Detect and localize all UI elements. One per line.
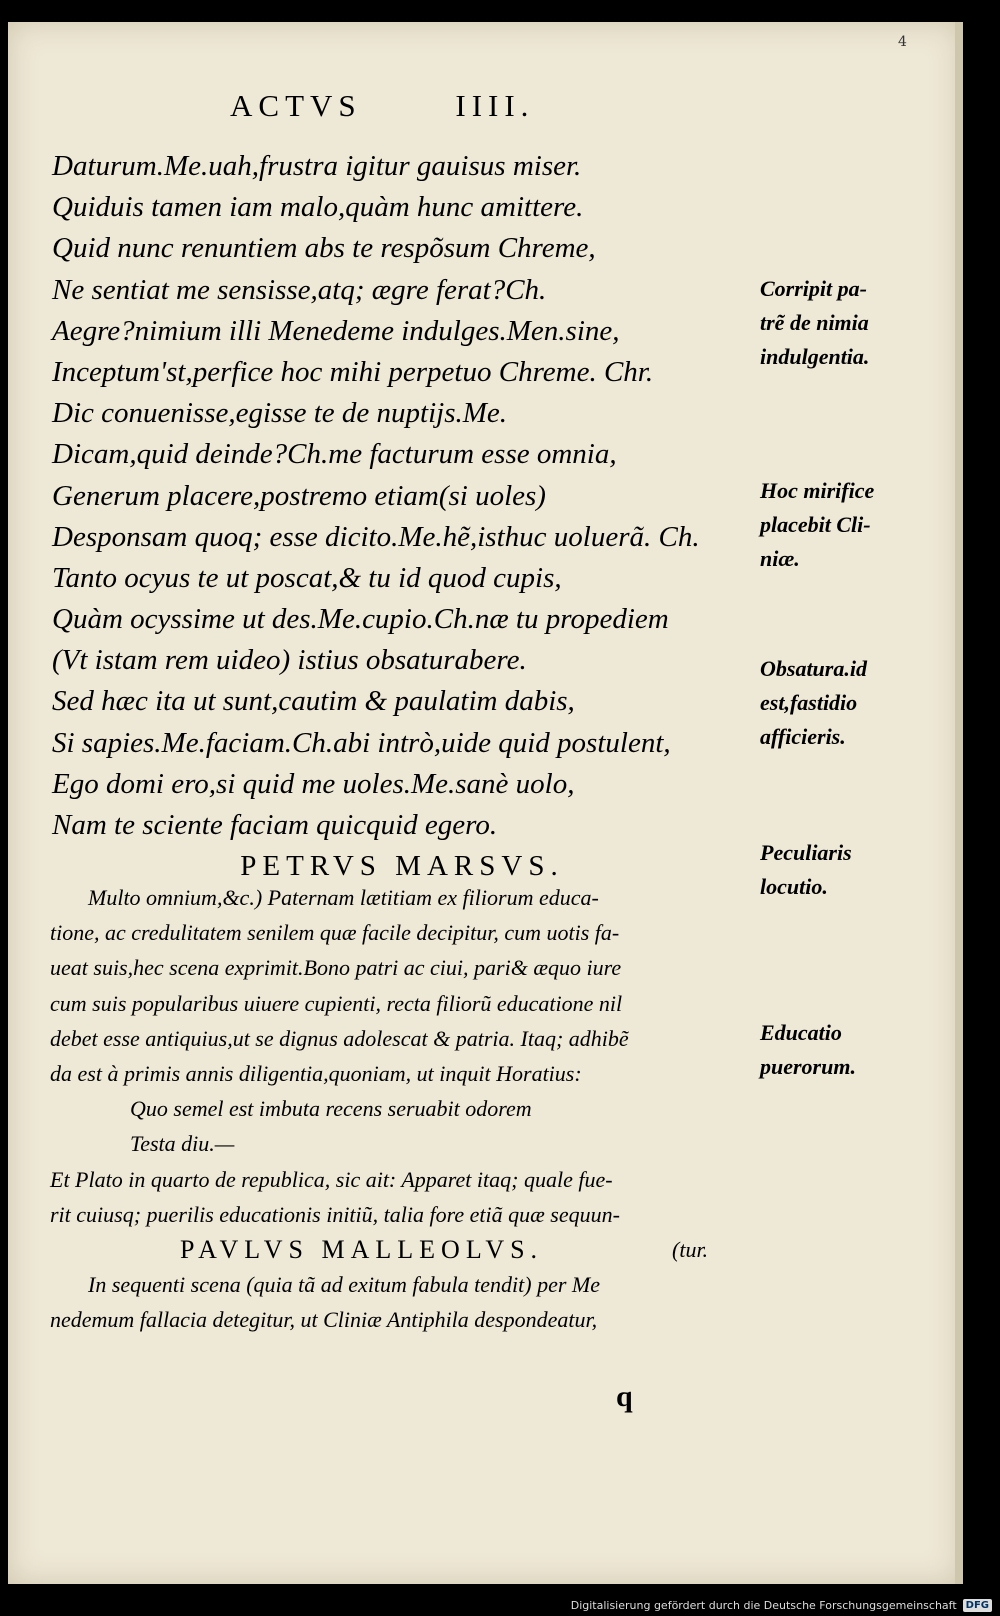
section-heading-row bbox=[50, 1232, 740, 1267]
verse-line: Generum placere,postremo etiam(si uoles) bbox=[52, 479, 546, 512]
margin-note: Corripit pa- trẽ de nimia indulgentia. bbox=[760, 276, 870, 369]
verse-line: Sed hæc ita ut sunt,cautim & paulatim dabis, bbox=[52, 685, 575, 718]
verse-line: Desponsam quoq; esse dicito.Me.hẽ,isthuc uoluerã. Ch. bbox=[52, 520, 700, 553]
commentary-line: ueat suis,hec scena exprimit.Bono patri ac ciui, pari& æquo iure bbox=[50, 955, 622, 981]
heading-tail: (tur. bbox=[672, 1236, 709, 1262]
verse-line: Ne sentiat me sensisse,atq; ægre ferat?Ch. bbox=[52, 273, 547, 306]
margin-note: Educatio puerorum. bbox=[760, 1020, 856, 1079]
commentary-line: debet esse antiquius,ut se dignus adolescat & patria. Itaq; adhibẽ bbox=[50, 1025, 629, 1051]
running-head-left: ACTVS bbox=[230, 88, 362, 123]
section-heading-malleolus: PAVLVS MALLEOLVS. bbox=[180, 1234, 544, 1264]
footer-credit bbox=[571, 1599, 992, 1612]
margin-note: Peculiaris locutio. bbox=[760, 840, 852, 899]
verse-line: Aegre?nimium illi Menedeme indulges.Men.sine, bbox=[52, 314, 620, 347]
verse-line: Quid nunc renuntiem abs te respõsum Chreme, bbox=[52, 232, 596, 265]
commentary-marsus bbox=[50, 880, 740, 1337]
commentary-line: In sequenti scena (quia tã ad exitum fabula tendit) per Me bbox=[88, 1272, 600, 1298]
verse-line: (Vt istam rem uideo) istius obsaturabere. bbox=[52, 644, 527, 677]
verse-line: Dicam,quid deinde?Ch.me facturum esse omnia, bbox=[52, 438, 617, 471]
verse-line: Ego domi ero,si quid me uoles.Me.sanè uolo, bbox=[52, 767, 575, 800]
verse-line: Tanto ocyus te ut poscat,& tu id quod cupis, bbox=[52, 561, 562, 594]
commentary-line: da est à primis annis diligentia,quoniam, ut inquit Horatius: bbox=[50, 1060, 582, 1086]
signature-mark: q bbox=[616, 1380, 633, 1413]
verse-line: Inceptum'st,perfice hoc mihi perpetuo Chreme. Chr. bbox=[52, 355, 654, 388]
running-head-right: IIII. bbox=[455, 88, 535, 123]
dfg-logo: DFG bbox=[963, 1599, 992, 1612]
verse-block bbox=[52, 146, 752, 887]
commentary-line: cum suis popularibus uiuere cupienti, recta filiorũ educatione nil bbox=[50, 990, 623, 1016]
section-heading-marsus: PETRVS MARSVS. bbox=[240, 850, 564, 883]
verse-line: Quiduis tamen iam malo,quàm hunc amittere. bbox=[52, 191, 584, 224]
quote-line: Testa diu.— bbox=[130, 1131, 235, 1157]
page-edge bbox=[955, 22, 963, 1584]
commentary-line: nedemum fallacia detegitur, ut Cliniæ Antiphila despondeatur, bbox=[50, 1307, 598, 1333]
commentary-line: tione, ac credulitatem senilem quæ facile decipitur, cum uotis fa- bbox=[50, 920, 620, 946]
verse-line: Nam te sciente faciam quicquid egero. bbox=[52, 809, 498, 841]
margin-note: Obsatura.id est,fastidio afficieris. bbox=[760, 656, 867, 749]
verse-line: Daturum.Me.uah,frustra igitur gauisus miser. bbox=[52, 150, 582, 182]
commentary-line: Multo omnium,&c.) Paternam lætitiam ex filiorum educa- bbox=[88, 885, 599, 910]
footer-text: Digitalisierung gefördert durch die Deutsche Forschungsgemeinschaft bbox=[570, 1599, 957, 1612]
commentary-line: Et Plato in quarto de republica, sic ait: Apparet itaq; quale fue- bbox=[50, 1166, 613, 1192]
verse-line: Si sapies.Me.faciam.Ch.abi intrò,uide quid postulent, bbox=[52, 726, 671, 759]
verse-line: Dic conuenisse,egisse te de nuptijs.Me. bbox=[52, 397, 508, 430]
verse-line: Quàm ocyssime ut des.Me.cupio.Ch.næ tu propediem bbox=[52, 603, 669, 636]
margin-note: Hoc mirifice placebit Cli- niæ. bbox=[760, 478, 875, 571]
commentary-line: rit cuiusq; puerilis educationis initiũ, talia fore etiã quæ sequun- bbox=[50, 1201, 620, 1227]
corner-mark: 4 bbox=[898, 34, 907, 50]
running-head bbox=[230, 88, 614, 124]
quote-line: Quo semel est imbuta recens seruabit odorem bbox=[130, 1096, 532, 1122]
